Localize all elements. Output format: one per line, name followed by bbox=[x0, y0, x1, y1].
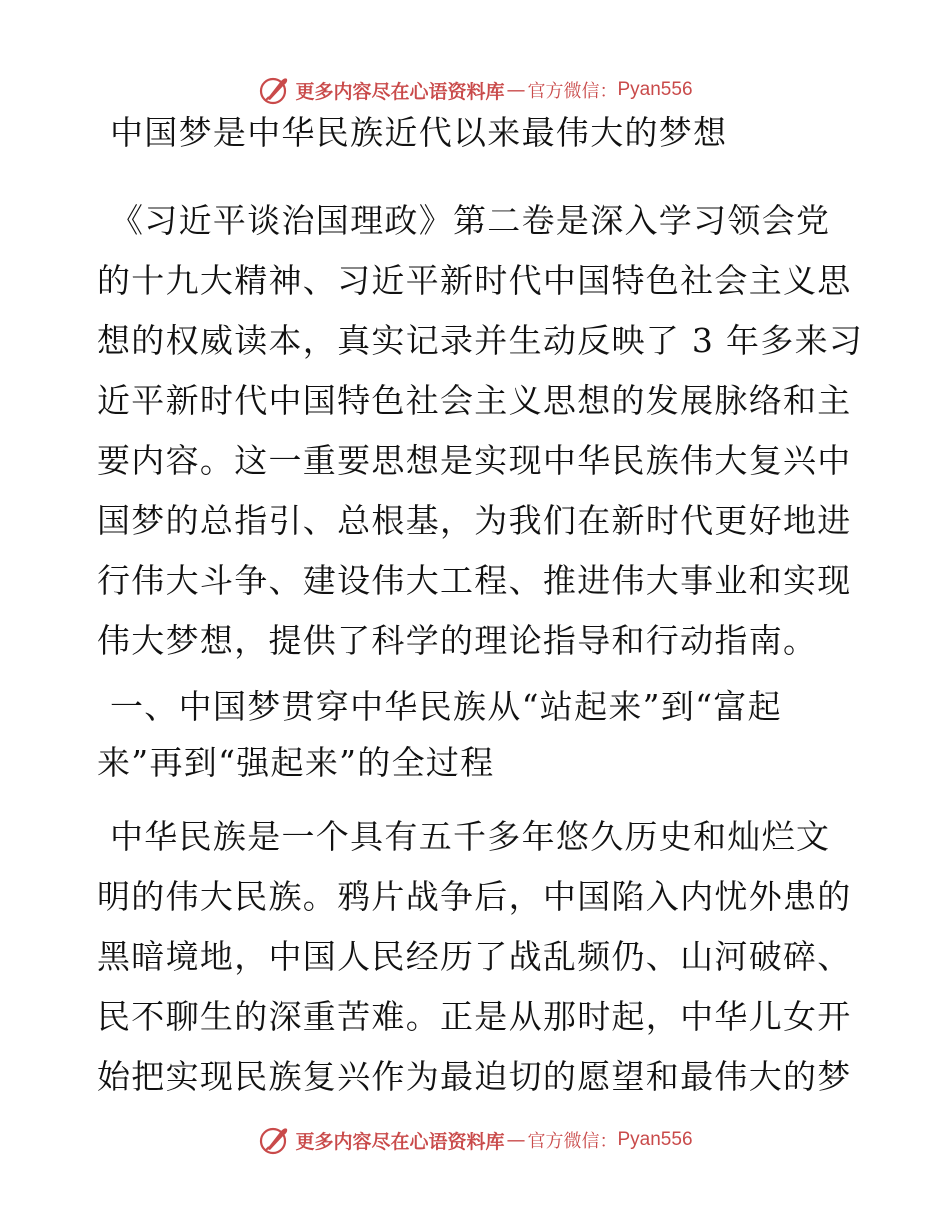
paragraph-line: 行伟大斗争、建设伟大工程、推进伟大事业和实现 bbox=[97, 561, 852, 600]
paragraph-line: 明的伟大民族。鸦片战争后，中国陷入内忧外患的 bbox=[97, 877, 852, 916]
watermark-banner-bottom bbox=[0, 1120, 950, 1160]
watermark-banner-top bbox=[0, 70, 950, 110]
quill-logo-icon bbox=[257, 1123, 291, 1157]
watermark-separator: — bbox=[506, 1129, 526, 1151]
paragraph-line: 民不聊生的深重苦难。正是从那时起，中华儿女开 bbox=[97, 997, 852, 1036]
paragraph-line: 要内容。这一重要思想是实现中华民族伟大复兴中 bbox=[97, 441, 852, 480]
watermark-site-text: 更多内容尽在心语资料库 bbox=[295, 80, 505, 103]
paragraph-line: 中华民族是一个具有五千多年悠久历史和灿烂文 bbox=[110, 817, 831, 856]
paragraph-line: 《习近平谈治国理政》第二卷是深入学习领会党 bbox=[110, 201, 831, 240]
watermark-wechat-label: 官方微信： bbox=[527, 81, 618, 102]
watermark-separator: — bbox=[506, 79, 526, 101]
document-title: 中国梦是中华民族近代以来最伟大的梦想 bbox=[110, 113, 728, 152]
paragraph-line: 的十九大精神、习近平新时代中国特色社会主义思 bbox=[97, 261, 852, 300]
paragraph-line: 伟大梦想，提供了科学的理论指导和行动指南。 bbox=[97, 621, 818, 660]
watermark-site-text: 更多内容尽在心语资料库 bbox=[295, 1130, 505, 1153]
watermark-wechat-id: Pyan556 bbox=[617, 79, 693, 100]
watermark-wechat-label: 官方微信： bbox=[527, 1131, 618, 1152]
quill-logo-icon bbox=[257, 73, 291, 107]
section-heading: 一、中国梦贯穿中华民族从“站起来”到“富起 bbox=[110, 687, 782, 726]
watermark-wechat-id: Pyan556 bbox=[617, 1129, 693, 1150]
paragraph-line: 想的权威读本，真实记录并生动反映了 3 年多来习 bbox=[97, 321, 864, 360]
paragraph-line: 始把实现民族复兴作为最迫切的愿望和最伟大的梦 bbox=[97, 1057, 852, 1096]
paragraph-line: 国梦的总指引、总根基，为我们在新时代更好地进 bbox=[97, 501, 852, 540]
paragraph-line: 黑暗境地，中国人民经历了战乱频仍、山河破碎、 bbox=[97, 937, 852, 976]
section-heading: 来”再到“强起来”的全过程 bbox=[97, 743, 495, 782]
paragraph-line: 近平新时代中国特色社会主义思想的发展脉络和主 bbox=[97, 381, 852, 420]
